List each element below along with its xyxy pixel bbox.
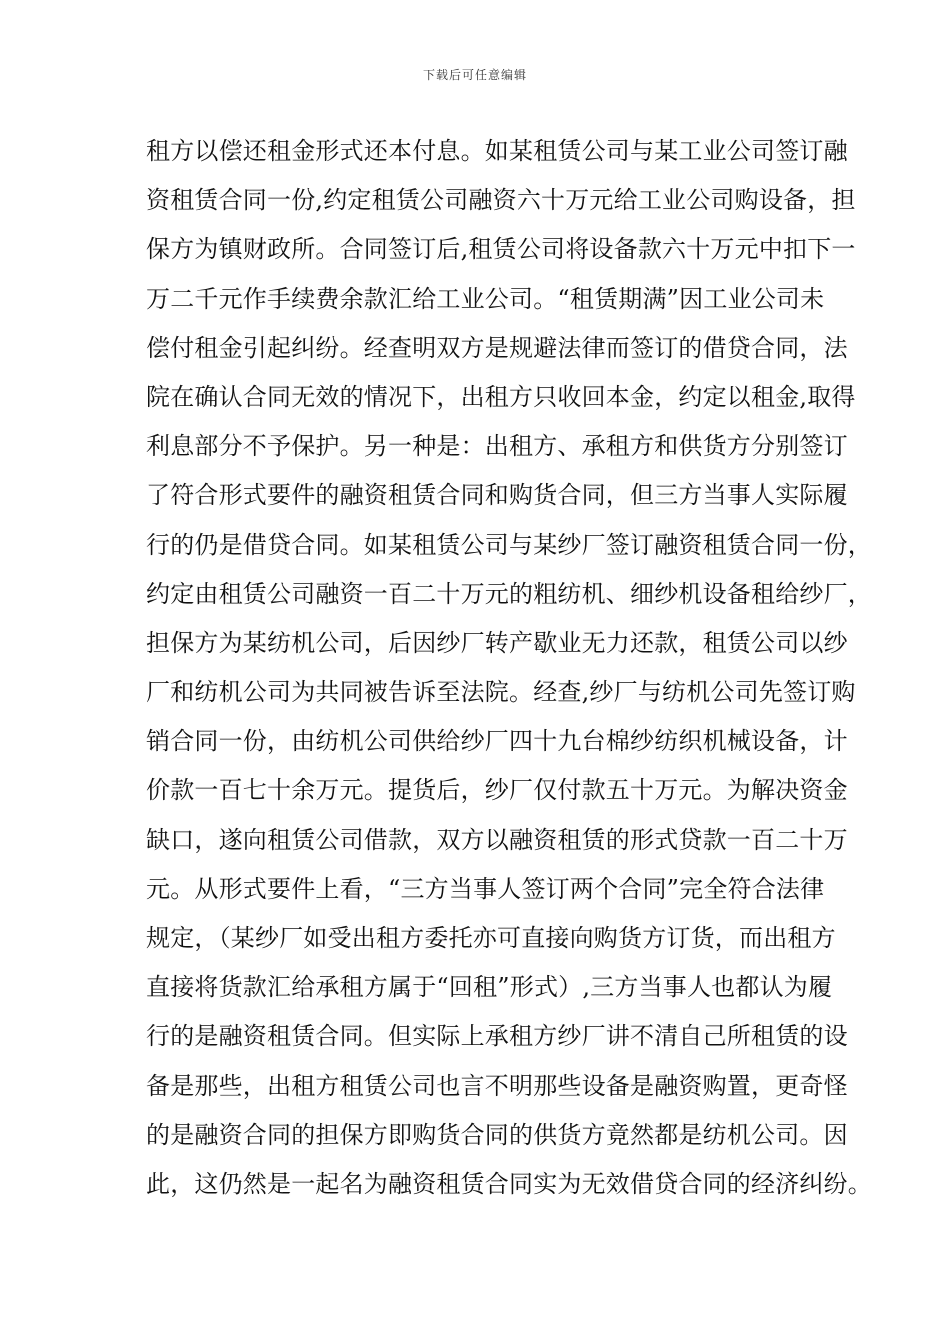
text-line-2: 资租赁合同一份,约定租赁公司融资六十万元给工业公司购设备，担 bbox=[146, 186, 856, 215]
page-header-note: 下载后可任意编辑 bbox=[422, 68, 527, 82]
text-line-3: 保方为镇财政所。合同签订后,租赁公司将设备款六十万元中扣下一 bbox=[146, 235, 856, 264]
text-line-22: 此，这仍然是一起名为融资租赁合同实为无效借贷合同的经济纠纷。 bbox=[146, 1169, 872, 1198]
text-line-11: 担保方为某纺机公司，后因纱厂转产歇业无力还款，租赁公司以纱 bbox=[146, 628, 848, 657]
text-line-21: 的是融资合同的担保方即购货合同的供货方竟然都是纺机公司。因 bbox=[146, 1120, 848, 1149]
text-line-7: 利息部分不予保护。另一种是：出租方、承租方和供货方分别签订 bbox=[146, 432, 848, 461]
text-line-4: 万二千元作手续费余款汇给工业公司。“租赁期满”因工业公司未 bbox=[146, 284, 825, 313]
text-line-8: 了符合形式要件的融资租赁合同和购货合同，但三方当事人实际履 bbox=[146, 481, 848, 510]
text-line-15: 缺口，遂向租赁公司借款，双方以融资租赁的形式贷款一百二十万 bbox=[146, 825, 848, 854]
text-line-20: 备是那些，出租方租赁公司也言不明那些设备是融资购置，更奇怪 bbox=[146, 1071, 848, 1100]
text-line-5: 偿付租金引起纠纷。经查明双方是规避法律而签订的借贷合同，法 bbox=[146, 333, 848, 362]
text-line-19: 行的是融资租赁合同。但实际上承租方纱厂讲不清自己所租赁的设 bbox=[146, 1022, 848, 1051]
text-line-9: 行的仍是借贷合同。如某租赁公司与某纱厂签订融资租赁合同一份， bbox=[146, 530, 872, 559]
text-line-13: 销合同一份，由纺机公司供给纱厂四十九台棉纱纺织机械设备，计 bbox=[146, 727, 848, 756]
text-line-10: 约定由租赁公司融资一百二十万元的粗纺机、细纱机设备租给纱厂， bbox=[146, 579, 872, 608]
text-line-17: 规定，（某纱厂如受出租方委托亦可直接向购货方订货，而出租方 bbox=[146, 924, 836, 952]
text-line-12: 厂和纺机公司为共同被告诉至法院。经查,纱厂与纺机公司先签订购 bbox=[146, 678, 856, 707]
text-line-6: 院在确认合同无效的情况下，出租方只收回本金，约定以租金,取得 bbox=[146, 382, 856, 411]
text-line-16: 元。从形式要件上看，“三方当事人签订两个合同”完全符合法律 bbox=[146, 874, 825, 903]
text-line-1: 租方以偿还租金形式还本付息。如某租赁公司与某工业公司签订融 bbox=[146, 137, 848, 165]
text-line-18: 直接将货款汇给承租方属于“回租”形式）,三方当事人也都认为履 bbox=[146, 973, 833, 1002]
body-paragraph bbox=[146, 129, 872, 1211]
text-line-14: 价款一百七十余万元。提货后，纱厂仅付款五十万元。为解决资金 bbox=[146, 776, 848, 805]
